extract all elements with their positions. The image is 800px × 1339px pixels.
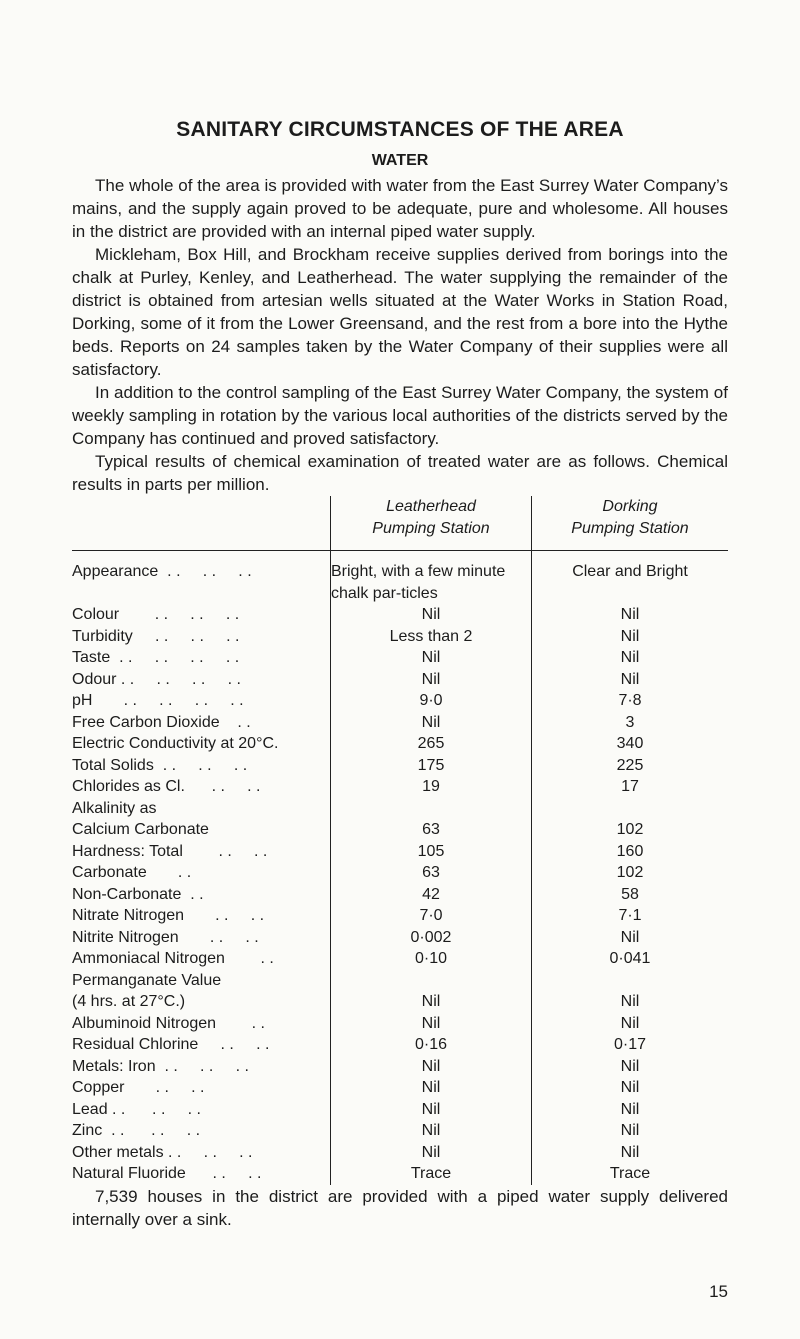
row-label: Non-Carbonate . . xyxy=(72,885,204,903)
dorking-value: 102 xyxy=(616,821,644,838)
row-label: Appearance . . . . . . xyxy=(72,563,252,580)
table-row xyxy=(72,626,728,648)
leatherhead-value: Bright, with a few minute chalk par-ticles xyxy=(331,551,532,605)
table-row xyxy=(72,1056,728,1078)
table-row xyxy=(72,905,728,927)
table-row xyxy=(72,884,728,906)
table-row xyxy=(72,604,728,626)
leatherhead-value: 7·0 xyxy=(331,905,532,927)
table-row xyxy=(72,841,728,863)
dorking-value: 102 xyxy=(616,864,644,881)
leatherhead-value: 63 xyxy=(331,862,532,884)
leatherhead-value: 0·16 xyxy=(331,1034,532,1056)
header-blank xyxy=(72,496,331,551)
dorking-value: 340 xyxy=(616,735,644,752)
dorking-value: Trace xyxy=(609,1165,651,1182)
table-row xyxy=(72,991,728,1013)
table-row xyxy=(72,1013,728,1035)
dorking-value: Nil xyxy=(620,1100,640,1118)
leatherhead-value: Nil xyxy=(331,1077,532,1099)
row-label: Residual Chlorine . . . . xyxy=(72,1036,270,1053)
dorking-value: 225 xyxy=(616,756,644,774)
row-label: Albuminoid Nitrogen . . xyxy=(72,1014,265,1032)
row-label: Chlorides as Cl. . . . . xyxy=(72,778,261,795)
leatherhead-value: Less than 2 xyxy=(331,626,532,648)
row-label: Odour . . . . . . . . xyxy=(72,670,241,688)
row-label: Copper . . . . xyxy=(72,1079,205,1096)
table-row xyxy=(72,690,728,712)
table-row xyxy=(72,733,728,755)
row-label: Permanganate Value xyxy=(72,971,222,989)
dorking-value: Nil xyxy=(620,993,640,1010)
dorking-value: 7·1 xyxy=(618,907,642,924)
dorking-value: Nil xyxy=(620,627,640,645)
table-row xyxy=(72,798,728,820)
dorking-value: Nil xyxy=(620,1079,640,1096)
row-label: Free Carbon Dioxide . . xyxy=(72,713,251,731)
dorking-value: Nil xyxy=(620,670,640,688)
leatherhead-value: Nil xyxy=(331,604,532,626)
header-leatherhead xyxy=(331,496,532,551)
leatherhead-value: Trace xyxy=(331,1163,532,1185)
row-label: Hardness: Total . . . . xyxy=(72,842,268,860)
row-label: Total Solids . . . . . . xyxy=(72,756,248,774)
section-heading: WATER xyxy=(371,152,429,169)
dorking-value: Nil xyxy=(620,1014,640,1032)
table-row xyxy=(72,1163,728,1185)
dorking-value: Nil xyxy=(620,928,640,946)
row-label: Zinc . . . . . . xyxy=(72,1122,201,1139)
row-label: Nitrate Nitrogen . . . . xyxy=(72,907,265,924)
dorking-value: 17 xyxy=(621,778,639,795)
table-row xyxy=(72,647,728,669)
water-results-table xyxy=(72,496,728,1185)
table-row xyxy=(72,970,728,992)
table-row xyxy=(72,927,728,949)
row-label: Alkalinity as xyxy=(72,799,157,817)
dorking-value: Nil xyxy=(620,606,640,623)
table-row xyxy=(72,776,728,798)
dorking-value xyxy=(532,798,729,820)
row-label: Natural Fluoride . . . . xyxy=(72,1165,262,1182)
leatherhead-value: Nil xyxy=(331,1099,532,1121)
table-row xyxy=(72,1099,728,1121)
leatherhead-value: 9·0 xyxy=(331,690,532,712)
table-row xyxy=(72,1120,728,1142)
paragraph-1: The whole of the area is provided with water from the East Surrey Water Company’s mains, and the supply again proved to be adequate, pure and wholesome. All houses in the district are provided with an internal piped water supply. xyxy=(72,176,728,241)
dorking-value xyxy=(532,970,729,992)
table-row xyxy=(72,1142,728,1164)
dorking-value: 7·8 xyxy=(618,692,642,709)
page-number: 15 xyxy=(709,1282,728,1301)
page-title: SANITARY CIRCUMSTANCES OF THE AREA xyxy=(176,118,624,141)
leatherhead-value: Nil xyxy=(331,1142,532,1164)
table-row xyxy=(72,948,728,970)
paragraph-4: Typical results of chemical examination of treated water are as follows. Chemical results in parts per million. xyxy=(72,452,728,494)
leatherhead-value: 42 xyxy=(331,884,532,906)
header-dorking xyxy=(532,496,729,551)
row-label: (4 hrs. at 27°C.) xyxy=(72,993,186,1010)
table-row xyxy=(72,1034,728,1056)
header-dorking-line2: Pumping Station xyxy=(571,520,689,537)
dorking-value: Nil xyxy=(620,1122,640,1139)
leatherhead-value: Nil xyxy=(331,669,532,691)
table-row xyxy=(72,551,728,605)
leatherhead-value: Nil xyxy=(331,991,532,1013)
row-label: pH . . . . . . . . xyxy=(72,692,244,709)
leatherhead-value: 175 xyxy=(331,755,532,777)
leatherhead-value xyxy=(331,970,532,992)
header-leatherhead-line1: Leatherhead xyxy=(386,498,476,515)
leatherhead-value: Nil xyxy=(331,712,532,734)
table-row xyxy=(72,862,728,884)
row-label: Turbidity . . . . . . xyxy=(72,627,240,645)
table-body xyxy=(72,551,728,1185)
leatherhead-value: 63 xyxy=(331,819,532,841)
table-row xyxy=(72,755,728,777)
leatherhead-value: 0·10 xyxy=(331,948,532,970)
paragraph-3: In addition to the control sampling of the East Surrey Water Company, the system of weekly sampling in rotation by the various local authorities of the districts served by the Company has continued and proved satisfactory. xyxy=(72,383,728,448)
row-label: Taste . . . . . . . . xyxy=(72,649,240,666)
table-row xyxy=(72,669,728,691)
row-label: Lead . . . . . . xyxy=(72,1100,201,1118)
leatherhead-value: 0·002 xyxy=(331,927,532,949)
paragraph-2: Mickleham, Box Hill, and Brockham receive supplies derived from borings into the chalk at Purley, Kenley, and Leatherhead. The water supplying the remainder of the district is obtained from artesian wells situated at the Water Works in Station Road, Dorking, some of it from the Lower Greensand, and the rest from a bore into the Hythe beds. Reports on 24 samples taken by the Water Company of their supplies were all satisfactory. xyxy=(72,245,728,379)
table-row xyxy=(72,712,728,734)
row-label: Metals: Iron . . . . . . xyxy=(72,1057,249,1075)
leatherhead-value: Nil xyxy=(331,1056,532,1078)
header-leatherhead-line2: Pumping Station xyxy=(372,520,490,537)
row-label: Calcium Carbonate xyxy=(72,821,209,838)
leatherhead-value: Nil xyxy=(331,1013,532,1035)
row-label: Carbonate . . xyxy=(72,864,192,881)
dorking-value: 0·17 xyxy=(613,1036,647,1053)
leatherhead-value: 265 xyxy=(331,733,532,755)
dorking-value: 0·041 xyxy=(609,950,651,967)
row-label: Ammoniacal Nitrogen . . xyxy=(72,950,274,967)
leatherhead-value: Nil xyxy=(331,1120,532,1142)
table-row xyxy=(72,819,728,841)
dorking-value: Nil xyxy=(620,1143,640,1161)
header-dorking-line1: Dorking xyxy=(602,498,658,515)
row-label: Electric Conductivity at 20°C. xyxy=(72,735,279,752)
dorking-value: Nil xyxy=(620,1057,640,1075)
leatherhead-value: Nil xyxy=(331,647,532,669)
dorking-value: 160 xyxy=(616,842,644,860)
row-label: Nitrite Nitrogen . . . . xyxy=(72,928,259,946)
footer-paragraph: 7,539 houses in the district are provided with a piped water supply delivered internally over a sink. xyxy=(72,1186,728,1229)
row-label: Other metals . . . . . . xyxy=(72,1143,253,1161)
leatherhead-value: 19 xyxy=(331,776,532,798)
document-page xyxy=(72,118,728,1231)
leatherhead-value: 105 xyxy=(331,841,532,863)
dorking-value: 3 xyxy=(625,713,635,731)
table-row xyxy=(72,1077,728,1099)
dorking-value: Clear and Bright xyxy=(572,563,688,580)
table-header-row xyxy=(72,496,728,551)
row-label: Colour . . . . . . xyxy=(72,606,240,623)
leatherhead-value xyxy=(331,798,532,820)
dorking-value: Nil xyxy=(620,649,640,666)
dorking-value: 58 xyxy=(621,885,639,903)
